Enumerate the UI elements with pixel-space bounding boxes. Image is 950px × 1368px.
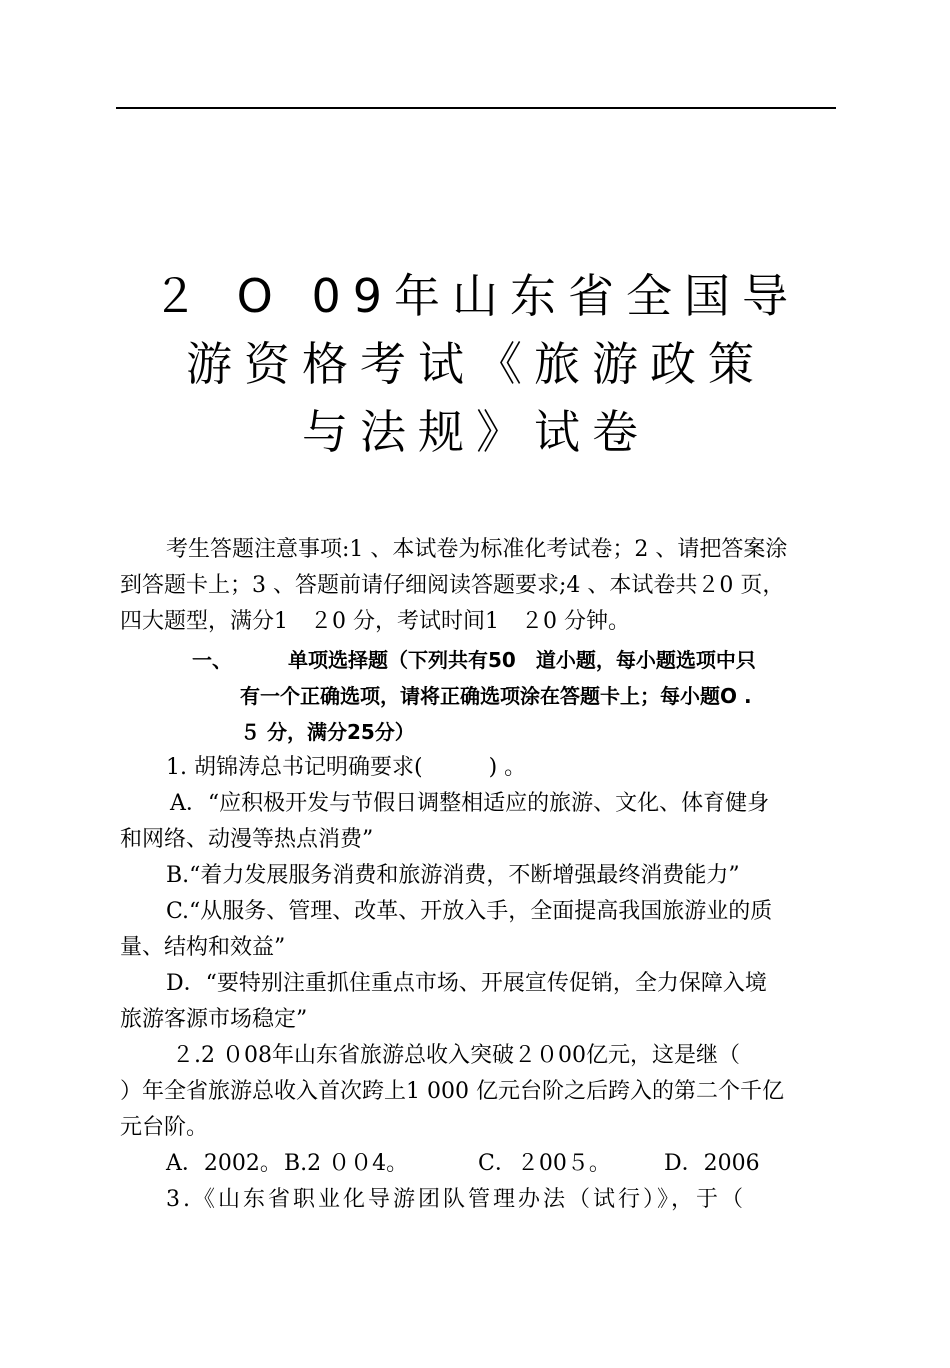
question-3-stem: 3.《山东省职业化导游团队管理办法（试行）》，于（ (166, 1187, 746, 1212)
question-2-option-c: C．２00５。 (478, 1151, 611, 1176)
section-line-1: 单项选择题（下列共有50 道小题，每小题选项中只 (288, 648, 756, 672)
question-2-stem-end: 元台阶。 (120, 1115, 209, 1140)
section-line-3: ５ 分，满分25分） (240, 720, 415, 744)
title-line-1: ２ O 09年山东省全国导 (152, 269, 800, 323)
question-2-option-b: B.2 ００4。 (284, 1151, 409, 1176)
title-line-2: 游资格考试《旅游政策 (186, 337, 766, 391)
question-2-option-a: A．2002。 (166, 1151, 282, 1176)
question-1-option-d-cont: 旅游客源市场稳定” (120, 1007, 308, 1032)
question-2-stem: ２.2 ０08年山东省旅游总收入突破２０00亿元，这是继（ (172, 1043, 740, 1068)
question-1-option-a: A．“应积极开发与节假日调整相适应的旅游、文化、体育健身 (170, 791, 770, 816)
title-line-3: 与法规》试卷 (302, 405, 650, 459)
question-1-option-c-cont: 量、结构和效益” (120, 935, 286, 960)
question-1-option-c: C.“从服务、管理、改革、开放入手，全面提高我国旅游业的质 (166, 899, 773, 924)
question-2-option-d: D．2006 (664, 1151, 760, 1176)
question-1-option-d: D．“要特别注重抓住重点市场、开展宣传促销，全力保障入境 (166, 971, 767, 996)
notice-line-1: 考生答题注意事项:1 、本试卷为标准化考试卷；2 、请把答案涂 (166, 537, 788, 562)
section-line-2: 有一个正确选项，请将正确选项涂在答题卡上；每小题O . (240, 684, 752, 708)
question-2-stem-cont: ）年全省旅游总收入首次跨上1 000 亿元台阶之后跨入的第二个千亿 (120, 1079, 784, 1104)
notice-line-3: 四大题型，满分1 ２0 分，考试时间1 ２0 分钟。 (120, 609, 630, 634)
document-title (116, 262, 836, 466)
section-number: 一、 (192, 648, 232, 672)
header-rule (116, 107, 836, 109)
question-1-option-b: B.“着力发展服务消费和旅游消费，不断增强最终消费能力” (166, 863, 740, 888)
question-1-option-a-cont: 和网络、动漫等热点消费” (120, 827, 374, 852)
notice-line-2: 到答题卡上；3 、答题前请仔细阅读答题要求;4 、本试卷共２0 页， (120, 573, 785, 598)
question-1-stem: 1. 胡锦涛总书记明确要求( ) 。 (166, 755, 527, 780)
